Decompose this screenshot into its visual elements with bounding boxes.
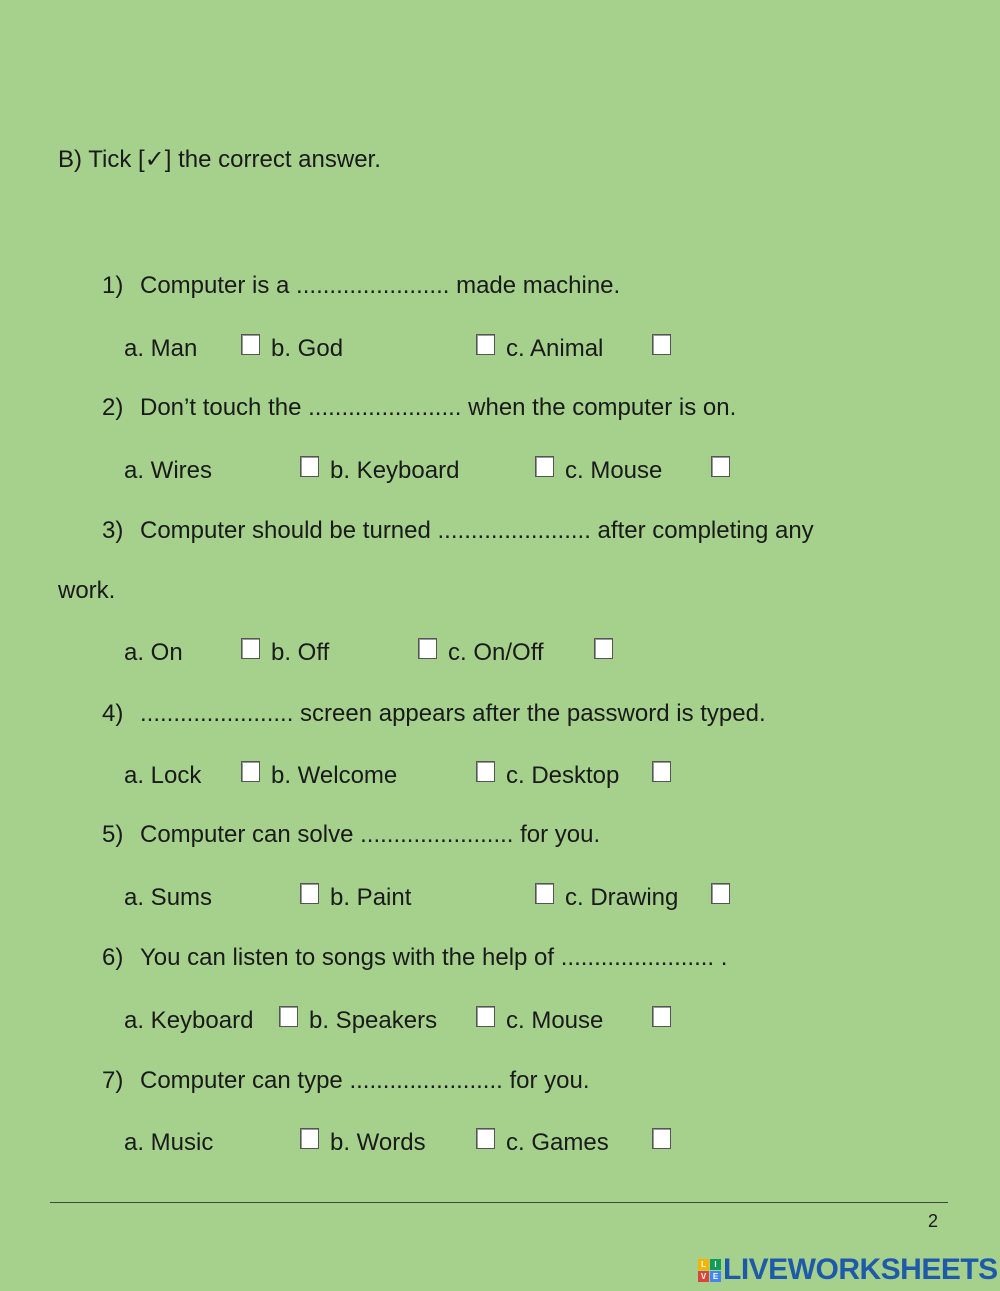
answer-checkbox[interactable] [476, 1128, 495, 1149]
footer-divider [50, 1202, 948, 1203]
answer-checkbox[interactable] [652, 334, 671, 355]
option-label: b. Off [271, 639, 330, 666]
option-label: b. Welcome [271, 762, 398, 789]
answer-checkbox[interactable] [300, 1128, 319, 1149]
question-text: Computer can solve ....................... for you. [140, 821, 601, 848]
answer-checkbox[interactable] [476, 1006, 495, 1027]
option-label: b. Paint [330, 884, 412, 911]
option-label: c. Games [506, 1129, 609, 1156]
answer-checkbox[interactable] [594, 638, 613, 659]
option-label: a. Keyboard [124, 1007, 254, 1034]
option-label: a. Lock [124, 762, 202, 789]
option-label: b. Words [330, 1129, 426, 1156]
option-label: c. Desktop [506, 762, 620, 789]
brand-name: LIVEWORKSHEETS [723, 1253, 998, 1286]
answer-checkbox[interactable] [535, 456, 554, 477]
answer-checkbox[interactable] [279, 1006, 298, 1027]
option-label: a. Music [124, 1129, 214, 1156]
page-number: 2 [927, 1211, 938, 1231]
option-label: a. Wires [124, 457, 213, 484]
liveworksheets-logo [698, 1254, 998, 1286]
answer-checkbox[interactable] [241, 334, 260, 355]
answer-checkbox[interactable] [300, 883, 319, 904]
option-label: a. Sums [124, 884, 213, 911]
question-text: Computer can type ....................... for you. [140, 1067, 590, 1094]
option-label: b. Speakers [309, 1007, 438, 1034]
answer-checkbox[interactable] [300, 456, 319, 477]
answer-checkbox[interactable] [535, 883, 554, 904]
option-label: c. Drawing [565, 884, 679, 911]
brand-mark-letter: V [698, 1271, 709, 1282]
answer-checkbox[interactable] [652, 761, 671, 782]
answer-checkbox[interactable] [711, 883, 730, 904]
question-number: 7) [102, 1067, 124, 1094]
option-label: c. Animal [506, 335, 604, 362]
option-label: a. On [124, 639, 183, 666]
answer-checkbox[interactable] [241, 638, 260, 659]
question-number: 6) [102, 944, 124, 971]
question-number: 5) [102, 821, 124, 848]
question-text: Computer is a ....................... made machine. [140, 272, 621, 299]
question-number: 1) [102, 272, 124, 299]
brand-mark-letter: I [710, 1259, 721, 1270]
option-label: a. Man [124, 335, 198, 362]
question-text: Don’t touch the ....................... when the computer is on. [140, 394, 737, 421]
brand-mark-letter: L [698, 1259, 709, 1270]
answer-checkbox[interactable] [711, 456, 730, 477]
question-text: You can listen to songs with the help of ....................... . [140, 944, 728, 971]
option-label: c. On/Off [448, 639, 544, 666]
question-number: 3) [102, 517, 124, 544]
question-number: 2) [102, 394, 124, 421]
question-text: Computer should be turned ....................... after completing any [140, 517, 814, 544]
question-text: ....................... screen appears after the password is typed. [140, 700, 766, 727]
section-heading: B) Tick [✓] the correct answer. [58, 146, 381, 173]
question-text-continuation: work. [58, 577, 116, 604]
option-label: b. Keyboard [330, 457, 460, 484]
answer-checkbox[interactable] [241, 761, 260, 782]
option-label: b. God [271, 335, 344, 362]
brand-mark-icon [698, 1259, 721, 1282]
option-label: c. Mouse [506, 1007, 604, 1034]
question-number: 4) [102, 700, 124, 727]
answer-checkbox[interactable] [652, 1006, 671, 1027]
answer-checkbox[interactable] [652, 1128, 671, 1149]
answer-checkbox[interactable] [476, 761, 495, 782]
brand-mark-letter: E [710, 1271, 721, 1282]
answer-checkbox[interactable] [476, 334, 495, 355]
option-label: c. Mouse [565, 457, 663, 484]
answer-checkbox[interactable] [418, 638, 437, 659]
